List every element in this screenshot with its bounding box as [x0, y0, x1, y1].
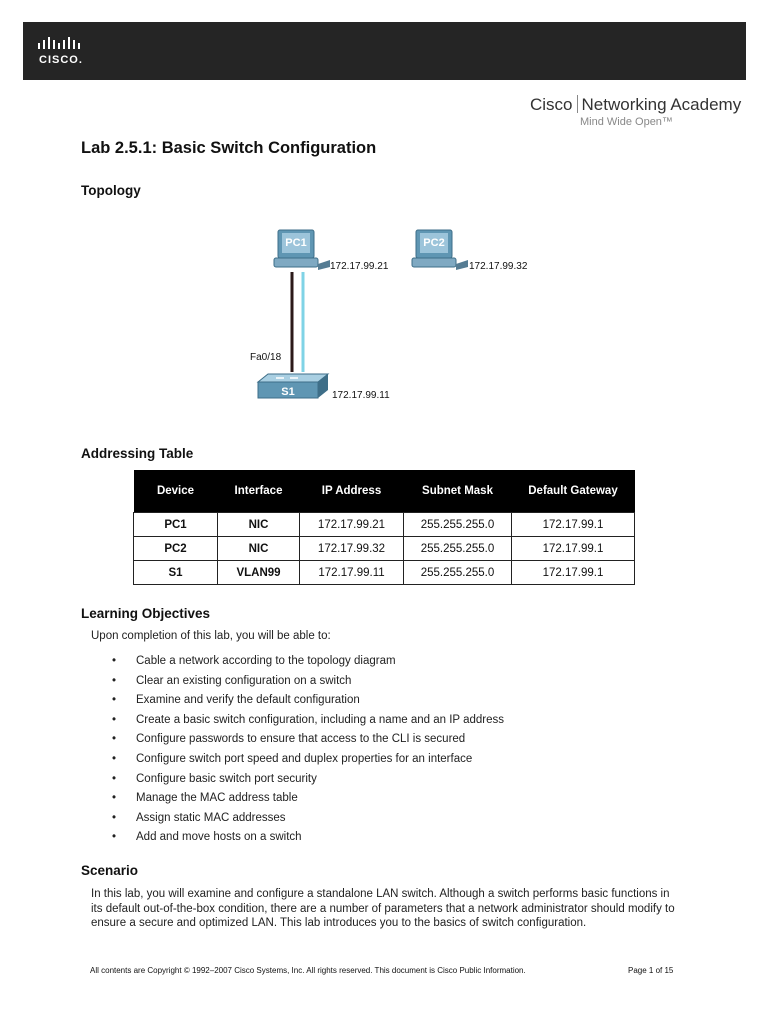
- addressing-table-heading: Addressing Table: [81, 446, 194, 461]
- table-header: Subnet Mask: [404, 470, 512, 513]
- table-header: Device: [134, 470, 218, 513]
- academy-name: Networking Academy: [581, 95, 742, 114]
- pc2-label: PC2: [423, 237, 445, 249]
- list-item: • Cable a network according to the topology diagram: [110, 652, 504, 672]
- switch-ip-label: 172.17.99.11: [332, 390, 390, 401]
- list-item: • Clear an existing configuration on a switch: [110, 672, 504, 692]
- footer-copyright: All contents are Copyright © 1992–2007 Cisco Systems, Inc. All rights reserved. This document is Cisco Public Information.: [90, 966, 526, 975]
- list-item: • Add and move hosts on a switch: [110, 828, 504, 848]
- list-item: • Configure switch port speed and duplex properties for an interface: [110, 750, 504, 770]
- footer-page-number: Page 1 of 15: [628, 966, 674, 975]
- table-cell: 172.17.99.11: [300, 561, 404, 585]
- port-label: Fa0/18: [250, 352, 282, 363]
- networking-academy-logo: [530, 95, 750, 131]
- cisco-wordmark: CISCO.: [39, 54, 83, 66]
- pc2-computer-icon: [412, 230, 468, 270]
- table-row: [134, 537, 635, 561]
- table-cell: 255.255.255.0: [404, 561, 512, 585]
- list-item: • Configure basic switch port security: [110, 770, 504, 790]
- cisco-bridge-icon: [37, 36, 87, 52]
- list-item: • Assign static MAC addresses: [110, 809, 504, 829]
- topology-heading: Topology: [81, 183, 141, 198]
- pc2-ip-label: 172.17.99.32: [469, 261, 528, 272]
- table-row: [134, 513, 635, 537]
- learning-objectives-heading: Learning Objectives: [81, 606, 211, 621]
- academy-tagline: Mind Wide Open™: [580, 116, 673, 128]
- table-cell: PC1: [134, 513, 218, 537]
- header-bar: [23, 22, 746, 80]
- table-cell: 172.17.99.1: [512, 561, 635, 585]
- topology-diagram: [230, 220, 570, 410]
- scenario-paragraph: In this lab, you will examine and configure a standalone LAN switch. Although a switch performs basic functions in its default out-of-the-box condition, there are a number of parameters that a network administrator should modify to ensure a secure and optimized LAN. This lab introduces you to the basics of switch configuration.: [91, 888, 675, 929]
- table-cell: 255.255.255.0: [404, 537, 512, 561]
- list-item: • Examine and verify the default configuration: [110, 691, 504, 711]
- table-cell: S1: [134, 561, 218, 585]
- academy-brand: Cisco: [530, 95, 573, 114]
- table-cell: VLAN99: [218, 561, 300, 585]
- table-cell: 172.17.99.32: [300, 537, 404, 561]
- table-cell: NIC: [218, 537, 300, 561]
- table-cell: 172.17.99.1: [512, 537, 635, 561]
- table-header: Interface: [218, 470, 300, 513]
- table-cell: 172.17.99.1: [512, 513, 635, 537]
- list-item: • Create a basic switch configuration, including a name and an IP address: [110, 711, 504, 731]
- list-item: • Configure passwords to ensure that access to the CLI is secured: [110, 730, 504, 750]
- lab-title: Lab 2.5.1: Basic Switch Configuration: [81, 139, 377, 157]
- table-cell: 172.17.99.21: [300, 513, 404, 537]
- pc1-label: PC1: [285, 237, 307, 249]
- objectives-list: [110, 652, 504, 848]
- list-item: • Manage the MAC address table: [110, 789, 504, 809]
- pc1-ip-label: 172.17.99.21: [330, 261, 389, 272]
- objectives-intro: Upon completion of this lab, you will be able to:: [91, 630, 331, 642]
- table-cell: PC2: [134, 537, 218, 561]
- table-cell: NIC: [218, 513, 300, 537]
- pc1-computer-icon: [274, 230, 330, 270]
- table-cell: 255.255.255.0: [404, 513, 512, 537]
- switch-label: S1: [281, 386, 295, 398]
- table-header: IP Address: [300, 470, 404, 513]
- table-row: [134, 561, 635, 585]
- addressing-table: [133, 470, 635, 585]
- scenario-heading: Scenario: [81, 863, 139, 878]
- table-header: Default Gateway: [512, 470, 635, 513]
